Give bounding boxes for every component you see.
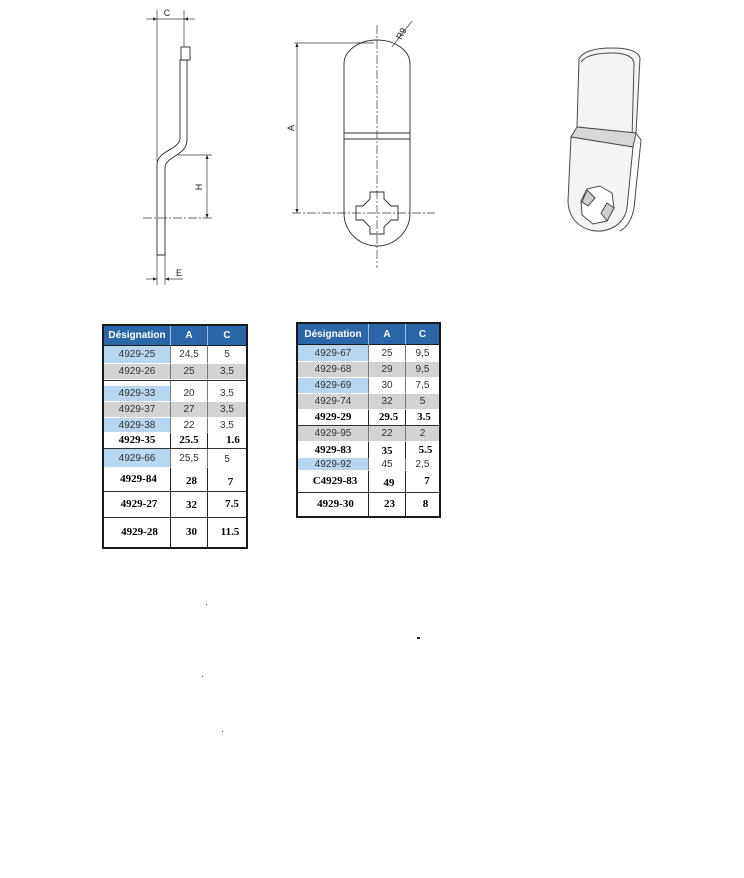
cell-a: 22 — [171, 418, 208, 433]
stray-mark — [202, 676, 203, 677]
header-a: A — [369, 324, 406, 345]
table-row — [104, 518, 246, 547]
cell-c: 5.5 — [418, 443, 433, 456]
cell-c: 3.5 — [406, 410, 439, 426]
table-row — [298, 442, 439, 458]
cell-a: 25,5 — [171, 449, 208, 468]
cell-c: 5 — [208, 346, 246, 364]
table-row — [298, 471, 439, 493]
table-row — [104, 492, 246, 518]
lever-side-profile — [157, 60, 187, 255]
table-row — [104, 418, 246, 433]
cell-a: 20 — [171, 386, 208, 402]
cell-a: 32 — [171, 492, 208, 518]
cell-c: 11.5 — [220, 526, 240, 538]
cell-c: 3,5 — [208, 386, 246, 402]
cell-a: 24,5 — [171, 346, 208, 364]
dimension-label-e: E — [175, 268, 183, 278]
cell-a: 29 — [369, 362, 406, 378]
header-designation: Désignation — [104, 326, 171, 346]
header-c: C — [208, 326, 246, 346]
table-row — [104, 386, 246, 402]
cell-a: 35 — [369, 442, 406, 458]
cell-designation: 4929-38 — [104, 418, 171, 433]
cell-a: 29.5 — [369, 410, 406, 426]
cell-designation: 4929-33 — [104, 386, 171, 402]
cell-designation: 4929-92 — [298, 458, 369, 471]
cell-designation: 4929-66 — [104, 449, 171, 468]
dimension-label-h: H — [194, 183, 204, 191]
cell-c: 3,5 — [208, 364, 246, 380]
cell-c: 7 — [406, 471, 439, 493]
spec-table-right — [296, 322, 441, 518]
header-designation: Désignation — [298, 324, 369, 345]
table-row — [298, 362, 439, 378]
cell-c: 5 — [208, 449, 246, 468]
technical-drawing — [0, 0, 744, 300]
cell-designation: 4929-67 — [298, 345, 369, 362]
spec-table-right-grid — [298, 324, 439, 516]
cell-designation: 4929-83 — [298, 442, 369, 458]
cell-c: 7.5 — [208, 492, 246, 518]
side-view — [143, 8, 213, 285]
table-header-row — [104, 326, 246, 346]
stray-mark — [417, 637, 420, 639]
table-row — [104, 346, 246, 364]
cell-c: 7 — [208, 468, 246, 492]
dimension-label-a: A — [286, 124, 296, 132]
table-row — [298, 426, 439, 442]
cell-c: 1.6 — [208, 433, 246, 449]
header-a: A — [171, 326, 208, 346]
front-view — [286, 21, 435, 268]
cell-designation: 4929-30 — [298, 493, 369, 516]
cell-a: 30 — [369, 378, 406, 394]
cell-designation: 4929-35 — [104, 433, 171, 449]
cell-c: 3,5 — [208, 418, 246, 433]
stray-mark — [222, 731, 223, 732]
isometric-view — [568, 48, 641, 231]
cell-c: 9,5 — [406, 362, 439, 378]
cell-a: 28 — [171, 468, 208, 492]
cell-a: 45 — [369, 458, 406, 471]
spec-table-left — [102, 324, 248, 549]
cell-designation: 4929-68 — [298, 362, 369, 378]
table-row — [298, 394, 439, 410]
table-row — [104, 364, 246, 380]
radius-label: R9 — [394, 26, 409, 42]
cell-a: 30 — [171, 518, 208, 547]
table-row — [104, 433, 246, 449]
cell-designation: 4929-69 — [298, 378, 369, 394]
table-header-row — [298, 324, 439, 345]
cell-designation: 4929-84 — [104, 468, 171, 492]
upper-blade-face — [577, 48, 640, 133]
cell-c: 8 — [422, 498, 429, 510]
cell-a: 22 — [369, 426, 406, 442]
cell-c: 2,5 — [406, 458, 439, 471]
cell-a: 25 — [171, 364, 208, 380]
cell-designation: 4929-25 — [104, 346, 171, 364]
cell-designation: 4929-74 — [298, 394, 369, 410]
cell-a: 25 — [369, 345, 406, 362]
cell-a: 23 — [369, 493, 406, 516]
cell-a: 27 — [171, 402, 208, 418]
table-row — [298, 493, 439, 516]
cell-designation: C4929-83 — [298, 471, 369, 493]
table-row — [298, 378, 439, 394]
header-c: C — [406, 324, 439, 345]
cell-designation: 4929-37 — [104, 402, 171, 418]
cell-designation: 4929-29 — [298, 410, 369, 426]
lever-tab-profile — [181, 47, 190, 60]
cell-designation: 4929-28 — [104, 518, 171, 547]
spec-table-left-grid — [104, 326, 246, 547]
cell-designation: 4929-27 — [104, 492, 171, 518]
table-row — [298, 458, 439, 471]
cell-c: 3,5 — [208, 402, 246, 418]
table-row — [298, 410, 439, 426]
cell-a: 49 — [369, 471, 406, 493]
table-row — [104, 449, 246, 468]
cell-designation: 4929-95 — [298, 426, 369, 442]
stray-mark — [206, 604, 207, 605]
cell-c: 2 — [406, 426, 439, 442]
cell-c: 5 — [406, 394, 439, 410]
cell-c: 9,5 — [406, 345, 439, 362]
cell-a: 25.5 — [171, 433, 208, 449]
cell-c: 7,5 — [406, 378, 439, 394]
table-row — [104, 402, 246, 418]
table-row — [104, 468, 246, 492]
cell-a: 32 — [369, 394, 406, 410]
dimension-label-c: C — [163, 8, 171, 18]
cell-designation: 4929-26 — [104, 364, 171, 380]
table-row — [298, 345, 439, 362]
